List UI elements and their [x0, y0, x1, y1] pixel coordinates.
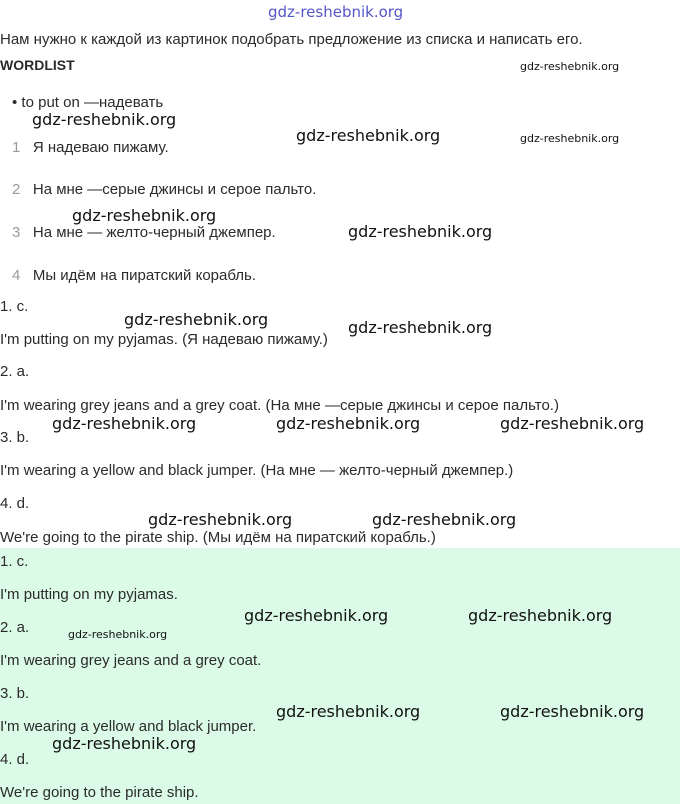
watermark: gdz-reshebnik.org: [72, 206, 217, 225]
answer-text: I'm wearing grey jeans and a grey coat.: [0, 652, 262, 669]
watermark: gdz-reshebnik.org: [348, 222, 493, 241]
sentence-number: 2: [12, 181, 21, 198]
watermark: gdz-reshebnik.org: [500, 702, 645, 721]
watermark: gdz-reshebnik.org: [244, 606, 389, 625]
sentence-text: Я надеваю пижаму.: [32, 139, 169, 156]
answer-key: 3. b.: [0, 429, 30, 446]
watermark: gdz-reshebnik.org: [148, 510, 293, 529]
answer-key: 4. d.: [0, 751, 30, 768]
answer-text: I'm putting on my pyjamas.: [0, 586, 178, 603]
answer-key: 2. a.: [0, 619, 30, 636]
sentence-4: [12, 267, 256, 285]
sentence-number: 3: [12, 224, 21, 241]
watermark: gdz-reshebnik.org: [468, 606, 613, 625]
answer-text: We're going to the pirate ship.: [0, 784, 199, 801]
answer-text: I'm wearing grey jeans and a grey coat. (На мне —серые джинсы и серое пальто.): [0, 397, 559, 414]
answer-text: I'm putting on my pyjamas. (Я надеваю пижаму.): [0, 331, 328, 348]
watermark: gdz-reshebnik.org: [500, 414, 645, 433]
answer-text: I'm wearing a yellow and black jumper. (На мне — желто-черный джемпер.): [0, 462, 514, 479]
sentence-number: 4: [12, 267, 21, 284]
sentence-2: [12, 181, 316, 199]
watermark: gdz-reshebnik.org: [52, 414, 197, 433]
top-watermark: gdz-reshebnik.org: [268, 3, 404, 21]
sentence-1: [12, 139, 169, 157]
answer-key: 2. a.: [0, 363, 30, 380]
watermark-small: gdz-reshebnik.org: [68, 628, 168, 641]
wordlist-heading: WORDLIST: [0, 57, 75, 73]
watermark: gdz-reshebnik.org: [276, 702, 421, 721]
answer-text: I'm wearing a yellow and black jumper.: [0, 718, 257, 735]
sentence-text: На мне — желто-черный джемпер.: [32, 224, 276, 241]
answer-key: 3. b.: [0, 685, 30, 702]
answer-key: 4. d.: [0, 495, 30, 512]
watermark: gdz-reshebnik.org: [296, 126, 441, 145]
watermark: gdz-reshebnik.org: [32, 110, 177, 129]
sentence-number: 1: [12, 139, 21, 156]
watermark: gdz-reshebnik.org: [372, 510, 517, 529]
answer-key: 1. c.: [0, 553, 29, 570]
answer-key: 1. c.: [0, 298, 29, 315]
watermark-small: gdz-reshebnik.org: [520, 60, 620, 73]
sentence-text: На мне —серые джинсы и серое пальто.: [32, 181, 317, 198]
watermark: gdz-reshebnik.org: [276, 414, 421, 433]
sentence-3: [12, 224, 276, 242]
watermark-small: gdz-reshebnik.org: [520, 132, 620, 145]
watermark: gdz-reshebnik.org: [348, 318, 493, 337]
watermark: gdz-reshebnik.org: [52, 734, 197, 753]
answer-text: We're going to the pirate ship. (Мы идём на пиратский корабль.): [0, 529, 436, 546]
sentence-text: Мы идём на пиратский корабль.: [32, 267, 257, 284]
wordlist-item: • to put on —надевать: [12, 94, 164, 111]
intro-text: Нам нужно к каждой из картинок подобрать предложение из списка и написать его.: [0, 31, 583, 48]
watermark: gdz-reshebnik.org: [124, 310, 269, 329]
